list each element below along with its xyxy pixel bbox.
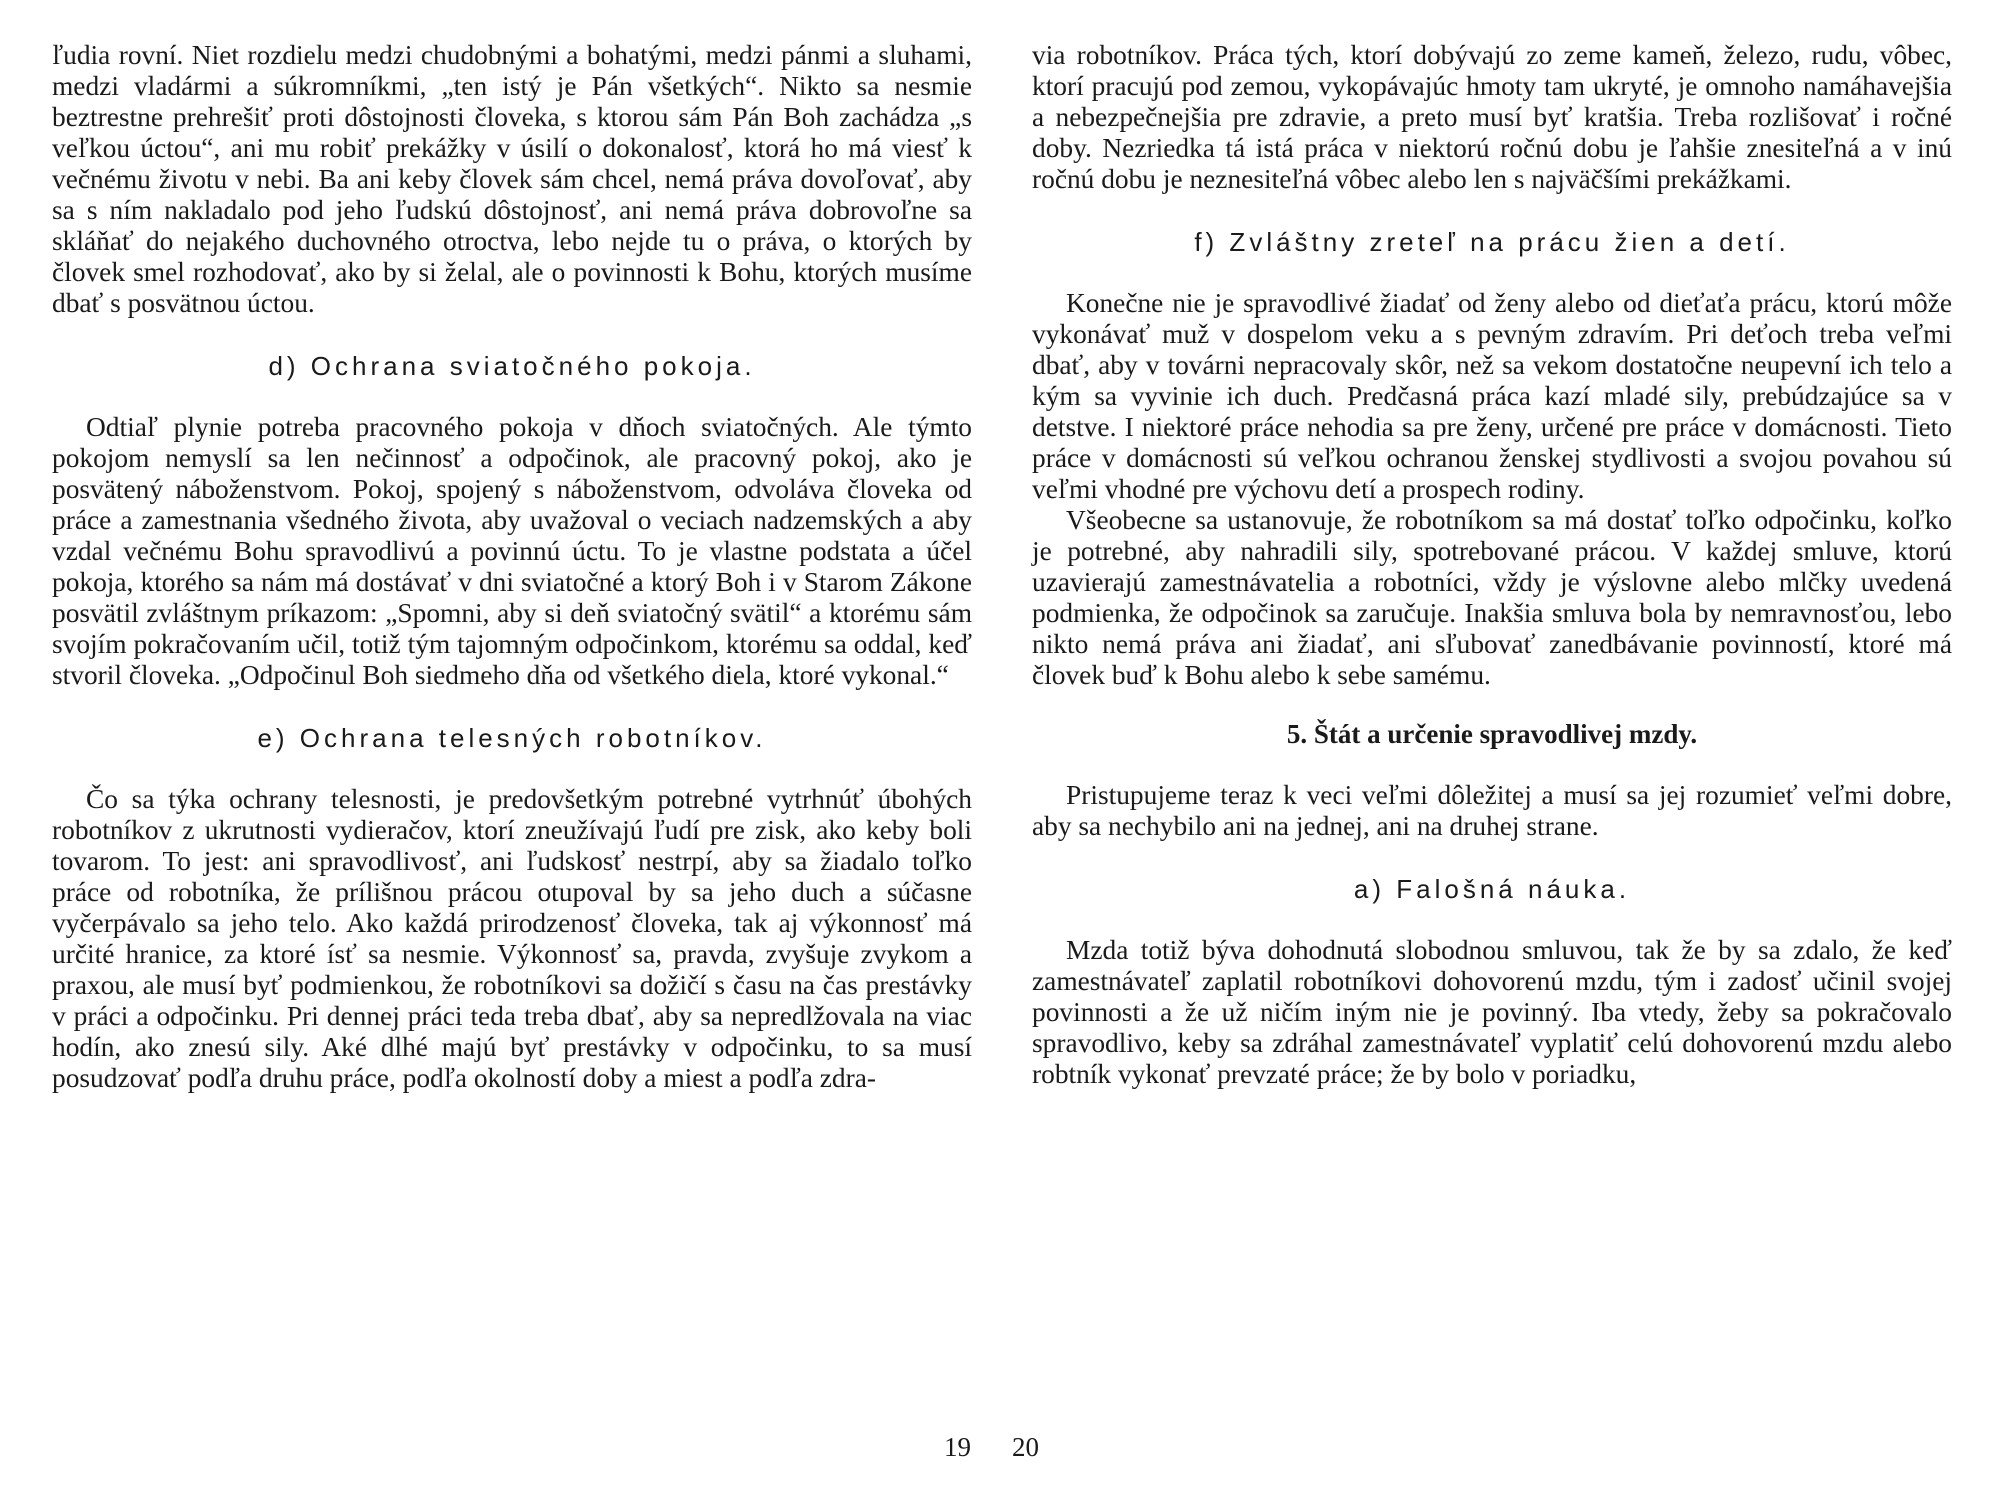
paragraph: Odtiaľ plynie potreba pracovného pokoja v dňoch sviatočných. Ale týmto pokojom nemyslí sa len nečinnosť a odpočinok, ale pracovný pokoj, ako je posvätený náboženstvom. Pokoj, spojený s náboženstvom, odvoláva človeka od práce a zamestnania všedného života, aby uvažoval o veciach nadzemských a aby vzdal večnému Bohu spravodlivú a povinnú úctu. To je vlastne podstata a účel pokoja, ktorého sa nám má dostávať v dni sviatočné a ktorý Boh i v Starom Zákone posvätil zvláštnym príkazom: „Spomni, aby si deň sviatočný svätil“ a ktorému sám svojím pokračovaním učil, totiž tým tajomným odpočinkom, ktorému sa oddal, keď stvoril človeka. „Odpočinul Boh siedmeho dňa od všetkého diela, ktoré vykonal.“ (52, 412, 972, 690)
right-page (997, 0, 1994, 1500)
paragraph: via robotníkov. Práca tých, ktorí dobývajú zo zeme kameň, železo, rudu, vôbec, ktorí pracujú pod zemou, vykopávajúc hmoty tam ukryté, je omnoho namáhavejšia a nebezpečnejšia pre zdravie, a preto musí byť kratšia. Treba rozlišovať i ročné doby. Nezriedka tá istá práca v niektorú ročnú dobu je ľahšie znesiteľná a v inú ročnú dobu je neznesiteľná vôbec alebo len s najväčšími prekážkami. (1032, 40, 1952, 194)
section-heading-f: f) Zvláštny zreteľ na prácu žien a detí. (1194, 227, 1790, 257)
page-number: 19 (944, 1432, 971, 1462)
paragraph: Všeobecne sa ustanovuje, že robotníkom sa má dostať toľko odpočinku, koľko je potrebné, aby nahradili sily, spotrebované prácou. V každej smluve, ktorú uzavierajú zamestnávatelia a robotníci, vždy je výslovne alebo mlčky uvedená podmienka, že odpočinok sa zaručuje. Inakšia smluva bola by nemravnosťou, lebo nikto nemá práva ani žiadať, ani sľubovať zanedbávanie povinností, ktoré má človek buď k Bohu alebo k sebe samému. (1032, 505, 1952, 690)
paragraph: Konečne nie je spravodlivé žiadať od ženy alebo od dieťaťa prácu, ktorú môže vykonávať muž v dospelom veku a s pevným zdravím. Pri deťoch treba veľmi dbať, aby v továrni nepracovaly skôr, než sa vekom dostatočne neupevní ich telo a kým sa vyvinie ich duch. Predčasná práca kazí mladé sily, prebúdzajúce sa v detstve. I niektoré práce nehodia sa pre ženy, určené pre práce v domácnosti. Tieto práce v domácnosti sú veľkou ochranou ženskej stydlivosti a svojou povahou sú veľmi vhodné pre výchovu detí a prospech rodiny. (1032, 288, 1952, 504)
paragraph: ľudia rovní. Niet rozdielu medzi chudobnými a bohatými, medzi pánmi a sluhami, medzi vladármi a súkromníkmi, „ten istý je Pán všetkých“. Nikto sa nesmie beztrestne prehrešiť proti dôstojnosti človeka, s ktorou sám Pán Boh zachádza „s veľkou úctou“, ani mu robiť prekážky v úsilí o dokonalosť, ktorá ho má viesť k večnému životu v nebi. Ba ani keby človek sám chcel, nemá práva dovoľovať, aby sa s ním nakladalo pod jeho ľudskú dôstojnosť, ani nemá práva dobrovoľne sa skláňať do nejakého duchovného otroctva, lebo nejde tu o práva, o ktorých by človek smel rozhodovať, ako by si želal, ale o povinnosti k Bohu, ktorých musíme dbať s posvätnou úctou. (52, 40, 972, 318)
section-heading-a: a) Falošná náuka. (1353, 874, 1631, 904)
paragraph: Čo sa týka ochrany telesnosti, je predovšetkým potrebné vytrhnúť úbohých robotníkov z ukrutnosti vydieračov, ktorí zneužívajú ľudí pre zisk, ako keby boli tovarom. To jest: ani spravodlivosť, ani ľudskosť nestrpí, aby sa žiadalo toľko práce od robotníka, že prílišnou prácou otupoval by sa jeho duch a súčasne vyčerpávalo sa jeho telo. Ako každá prirodzenosť človeka, tak aj výkonnosť má určité hranice, za ktoré ísť sa nesmie. Výkonnosť sa, pravda, zvyšuje zvykom a praxou, ale musí byť podmienkou, že robotníkovi sa dožičí s času na čas prestávky v práci a odpočinku. Pri dennej práci teda treba dbať, aby sa nepredlžovala na viac hodín, ako znesú sily. Aké dlhé majú byť prestávky v odpočinku, to sa musí posudzovať podľa druhu práce, podľa okolností doby a miest a podľa zdra- (52, 784, 972, 1093)
paragraph: Pristupujeme teraz k veci veľmi dôležitej a musí sa jej rozumieť veľmi dobre, aby sa nechybilo ani na jednej, ani na druhej strane. (1032, 780, 1952, 841)
page-number: 20 (1012, 1432, 1039, 1462)
right-text-column (1032, 40, 1952, 1090)
left-text-column (52, 40, 972, 1094)
section-heading-d: d) Ochrana sviatočného pokoja. (268, 351, 756, 381)
paragraph: Mzda totiž býva dohodnutá slobodnou smluvou, tak že by sa zdalo, že keď zamestnávateľ zaplatil robotníkovi dohovorenú mzdu, tým i zadosť učinil svojej povinnosti a že už ničím iným nie je povinný. Iba vtedy, žeby sa pokračovalo spravodlivo, keby sa zdráhal zamestnávateľ vyplatiť celú dohovorenú mzdu alebo robtník vykonať prevzaté práce; že by bolo v poriadku, (1032, 935, 1952, 1089)
chapter-heading-5: 5. Štát a určenie spravodlivej mzdy. (1286, 719, 1698, 749)
section-heading-e: e) Ochrana telesných robotníkov. (257, 723, 767, 753)
